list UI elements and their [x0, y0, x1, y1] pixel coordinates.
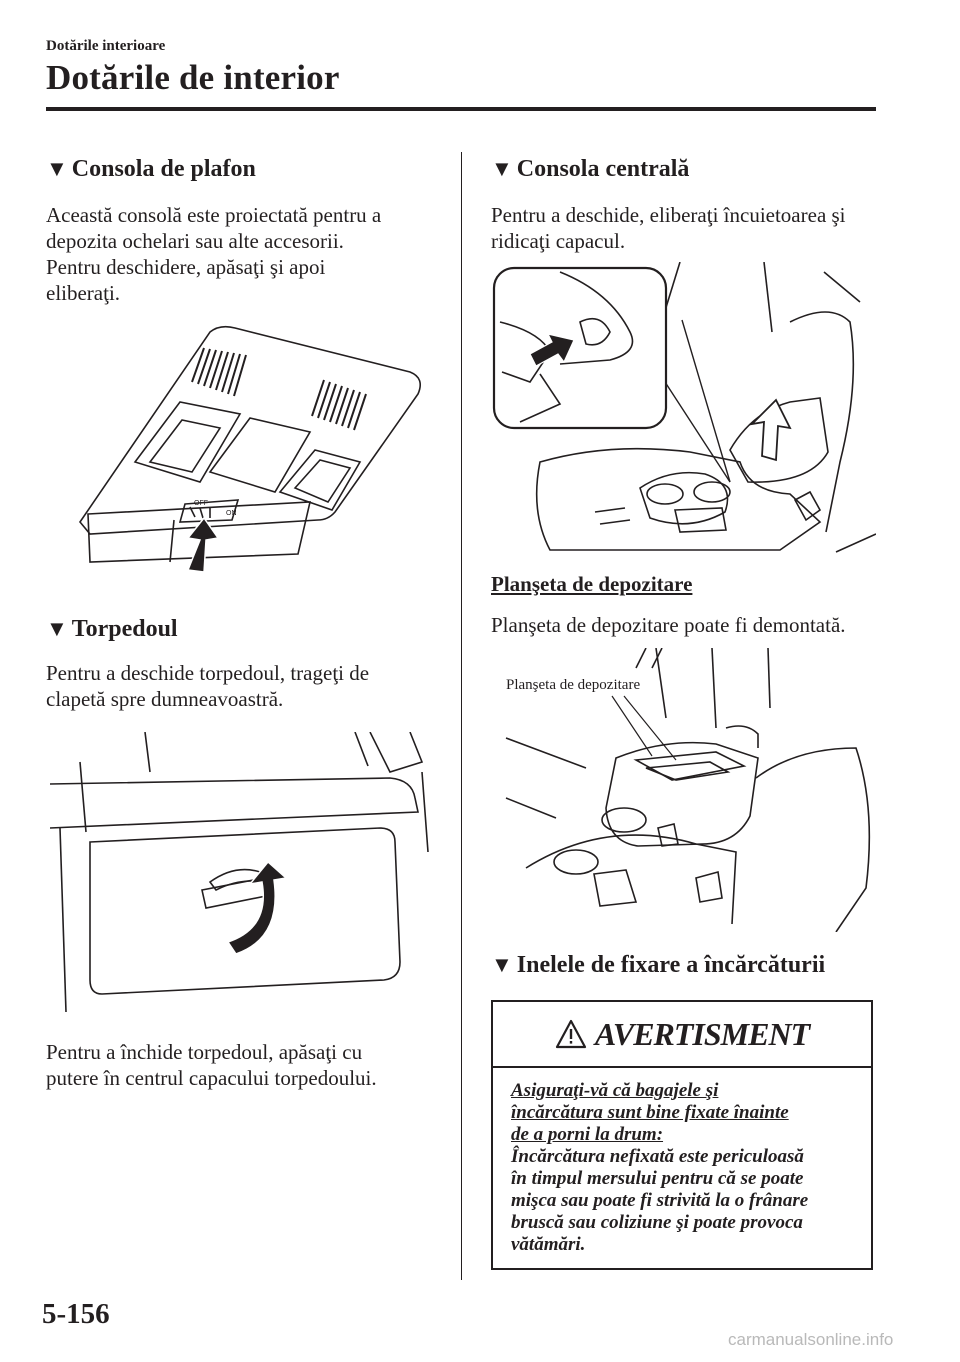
site-watermark[interactable]: carmanualsonline.info	[728, 1330, 894, 1349]
breadcrumb: Dotările interioare	[46, 38, 166, 54]
triangle-bullet-icon: ▼	[491, 952, 513, 977]
subsection-title-tray: Planşeta de depozitare	[491, 572, 693, 596]
section-title-glove-box: ▼ Torpedoul	[46, 616, 178, 642]
warning-triangle-icon	[555, 1019, 587, 1049]
triangle-bullet-icon: ▼	[491, 156, 513, 181]
center-console-text: Pentru a deschide, eliberaţi încuietoarea şi ridicaţi capacul.	[491, 203, 846, 253]
glove-box-close-text: Pentru a închide torpedoul, apăsaţi cu putere în centrul capacului torpedoului.	[46, 1040, 377, 1090]
title-divider	[46, 107, 876, 111]
section-title-cargo-hooks: ▼ Inelele de fixare a încărcăturii	[491, 952, 826, 978]
section-title-overhead-console: ▼ Consola de plafon	[46, 156, 256, 182]
overhead-console-illustration	[70, 322, 430, 580]
pull-arrow-icon	[228, 862, 286, 954]
center-console-illustration	[490, 262, 876, 554]
glove-box-open-text: Pentru a deschide torpedoul, trageţi de clapetă spre dumneavoastră.	[46, 661, 370, 711]
warning-text: Asiguraţi-vă că bagajele şi încărcătura sunt bine fixate înainte de a porni la drum: Încărcătura nefixată este periculoasă în timpul mersului pentru că se poate mişca sau poate fi strivită la o frânare bruscă sau coliziune şi poate provoca vătămări.	[511, 1080, 809, 1255]
page-title: Dotările de interior	[46, 58, 340, 97]
overhead-console-text: Această consolă este proiectată pentru a depozita ochelari sau alte accesorii. Pentru deschidere, apăsaţi şi apoi eliberaţi.	[46, 203, 382, 305]
section-title-center-console: ▼ Consola centrală	[491, 156, 690, 182]
warning-title: AVERTISMENT	[594, 1015, 810, 1052]
warning-header	[493, 1002, 871, 1068]
page-number: 5-156	[42, 1298, 110, 1330]
tray-text: Planşeta de depozitare poate fi demontată.	[491, 613, 846, 637]
column-divider	[461, 152, 462, 1280]
warning-box	[491, 1000, 873, 1270]
triangle-bullet-icon: ▼	[46, 616, 68, 641]
triangle-bullet-icon: ▼	[46, 156, 68, 181]
switch-off-label: OFF	[194, 500, 208, 507]
switch-on-label: ON	[226, 510, 237, 517]
tray-figure-label: Planşeta de depozitare	[506, 677, 641, 693]
detail-inset	[494, 268, 666, 428]
glove-box-illustration	[50, 732, 430, 1018]
lift-arrow-icon	[752, 400, 790, 460]
